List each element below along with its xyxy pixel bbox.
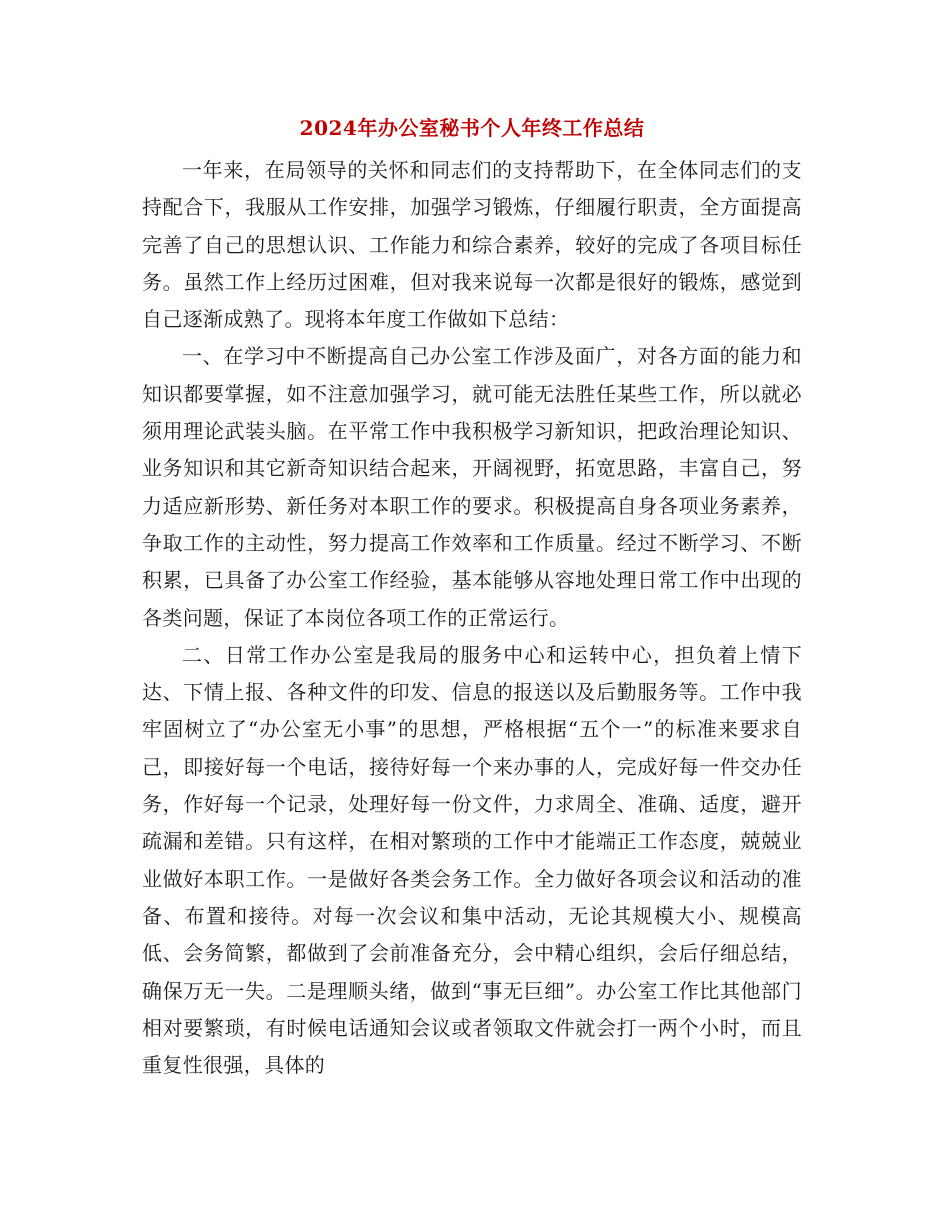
paragraph-section-one: 一、在学习中不断提高自己办公室工作涉及面广，对各方面的能力和知识都要掌握，如不注意加强学习，就可能无法胜任某些工作，所以就必须用理论武装头脑。在平常工作中我积极学习新知识，把政治理论知识、业务知识和其它新奇知识结合起来，开阔视野，拓宽思路，丰富自己，努力适应新形势、新任务对本职工作的要求。积极提高自身各项业务素养，争取工作的主动性，努力提高工作效率和工作质量。经过不断学习、不断积累，已具备了办公室工作经验，基本能够从容地处理日常工作中出现的各类问题，保证了本岗位各项工作的正常运行。 xyxy=(142,344,802,630)
document-page xyxy=(142,108,802,1084)
document-body xyxy=(142,152,802,1084)
paragraph-intro: 一年来，在局领导的关怀和同志们的支持帮助下，在全体同志们的支持配合下，我服从工作安排，加强学习锻炼，仔细履行职责，全方面提高完善了自己的思想认识、工作能力和综合素养，较好的完成了各项目标任务。虽然工作上经历过困难，但对我来说每一次都是很好的锻炼，感觉到自己逐渐成熟了。现将本年度工作做如下总结： xyxy=(142,158,802,332)
paragraph-section-two: 二、日常工作办公室是我局的服务中心和运转中心，担负着上情下达、下情上报、各种文件的印发、信息的报送以及后勤服务等。工作中我牢固树立了“办公室无小事”的思想，严格根据“五个一”的标准来要求自己，即接好每一个电话，接待好每一个来办事的人，完成好每一件交办任务，作好每一个记录，处理好每一份文件，力求周全、准确、适度，避开疏漏和差错。只有这样，在相对繁琐的工作中才能端正工作态度，兢兢业业做好本职工作。一是做好各类会务工作。全力做好各项会议和活动的准备、布置和接待。对每一次会议和集中活动，无论其规模大小、规模高低、会务简繁，都做到了会前准备充分，会中精心组织，会后仔细总结，确保万无一失。二是理顺头绪，做到“事无巨细”。办公室工作比其他部门相对要繁琐，有时候电话通知会议或者领取文件就会打一两个小时，而且重复性很强，具体的 xyxy=(142,642,802,1078)
document-title: 2024年办公室秘书个人年终工作总结 xyxy=(299,116,645,140)
